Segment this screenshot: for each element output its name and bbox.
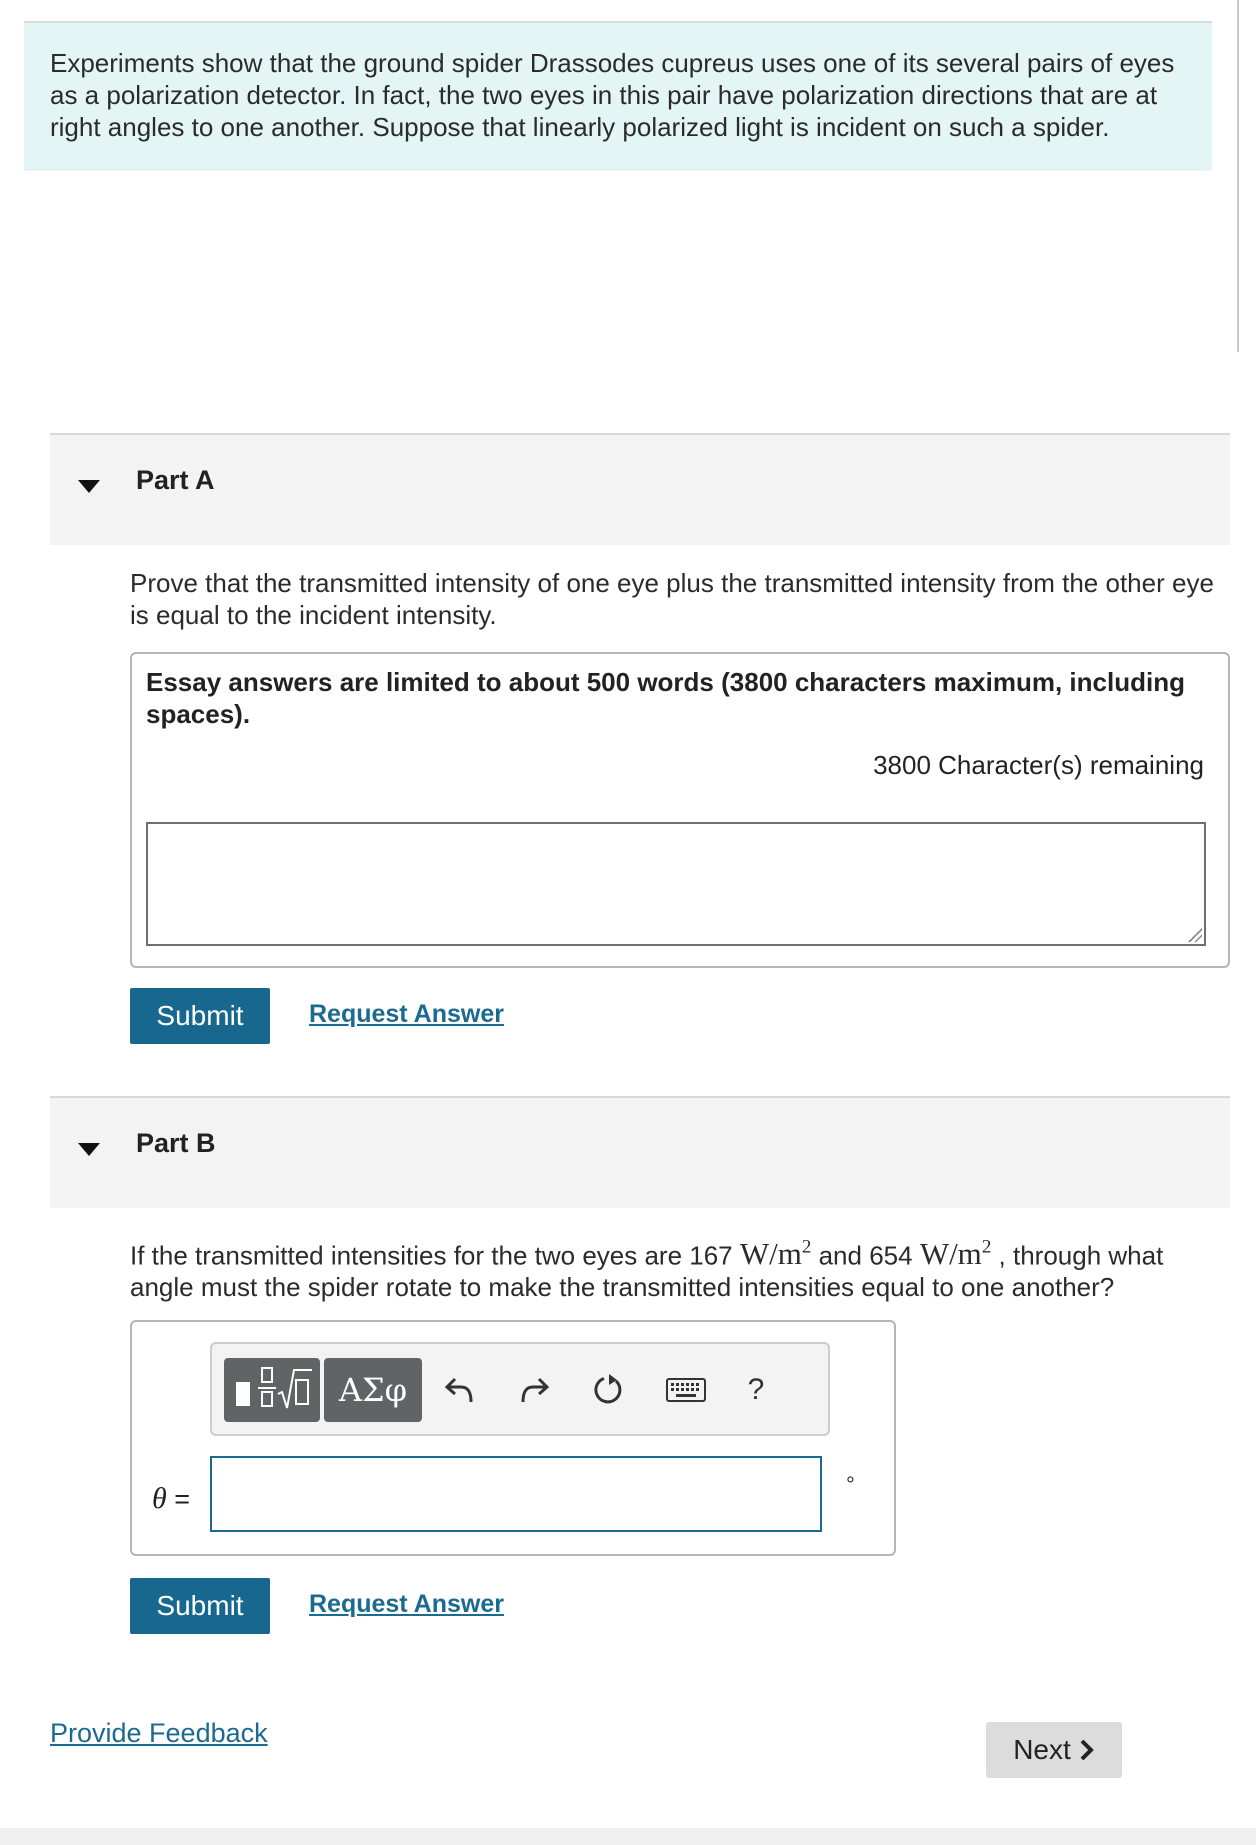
variable-symbol: θ xyxy=(152,1482,167,1515)
caret-down-icon[interactable] xyxy=(78,480,100,493)
theta-label xyxy=(152,1482,190,1516)
part-b-title: Part B xyxy=(136,1128,216,1158)
essay-answer-box xyxy=(130,652,1230,968)
unit-w-per-m2: $W/m^2$ xyxy=(739,1236,812,1272)
angle-answer-input[interactable] xyxy=(210,1456,822,1532)
undo-icon[interactable] xyxy=(440,1370,480,1410)
part-a-title: Part A xyxy=(136,465,215,495)
unit-w-per-m2: $W/m^2$ xyxy=(919,1236,992,1272)
essay-limit-note: Essay answers are limited to about 500 words (3800 characters maximum, including spaces). xyxy=(146,667,1185,729)
part-a-submit-button[interactable]: Submit xyxy=(130,988,270,1044)
reset-icon[interactable] xyxy=(588,1370,628,1410)
provide-feedback-link[interactable]: Provide Feedback xyxy=(50,1718,268,1748)
math-answer-box xyxy=(130,1320,896,1556)
keyboard-icon[interactable] xyxy=(666,1370,706,1410)
part-b-question xyxy=(130,1232,1230,1303)
character-counter: 3800 Character(s) remaining xyxy=(873,750,1204,780)
part-b-header[interactable] xyxy=(50,1096,1230,1208)
fraction-sqrt-template-icon[interactable] xyxy=(224,1358,320,1422)
next-button[interactable] xyxy=(986,1722,1122,1778)
part-a-question: Prove that the transmitted intensity of one eye plus the transmitted intensity from the other eye is equal to the incident intensity. xyxy=(130,568,1214,630)
question-text-start: If the transmitted intensities for the two eyes are 167 xyxy=(130,1240,740,1271)
next-label: Next xyxy=(1013,1734,1071,1765)
redo-icon[interactable] xyxy=(514,1370,554,1410)
intro-text: Experiments show that the ground spider Drassodes cupreus uses one of its several pairs of eyes as a polarization detector. In fact, the two eyes in this pair have polarization directions that are at right angles to one another. Suppose that linearly polarized light is incident on such a spider. xyxy=(50,48,1175,142)
greek-symbols-button[interactable]: ΑΣφ xyxy=(324,1358,422,1422)
question-text-end: , through what angle must the spider rotate to make the transmitted intensities equal to one another? xyxy=(130,1240,1164,1303)
part-a-header[interactable] xyxy=(50,433,1230,545)
resize-grip-icon[interactable] xyxy=(1188,928,1202,942)
part-a-request-answer-link[interactable]: Request Answer xyxy=(309,1000,504,1028)
question-text-mid: and 654 xyxy=(811,1240,920,1271)
help-button[interactable]: ? xyxy=(747,1373,765,1406)
problem-intro xyxy=(24,21,1212,171)
part-b-submit-button[interactable]: Submit xyxy=(130,1578,270,1634)
equals-sign: = xyxy=(174,1484,191,1514)
chevron-right-icon xyxy=(1079,1738,1095,1762)
scrollbar-rule xyxy=(1237,0,1239,352)
caret-down-icon[interactable] xyxy=(78,1143,100,1156)
degree-unit-label: ° xyxy=(846,1472,855,1497)
math-toolbar xyxy=(210,1342,830,1436)
page-bottom-band xyxy=(0,1828,1256,1845)
essay-textarea[interactable] xyxy=(146,822,1206,946)
part-b-request-answer-link[interactable]: Request Answer xyxy=(309,1590,504,1618)
